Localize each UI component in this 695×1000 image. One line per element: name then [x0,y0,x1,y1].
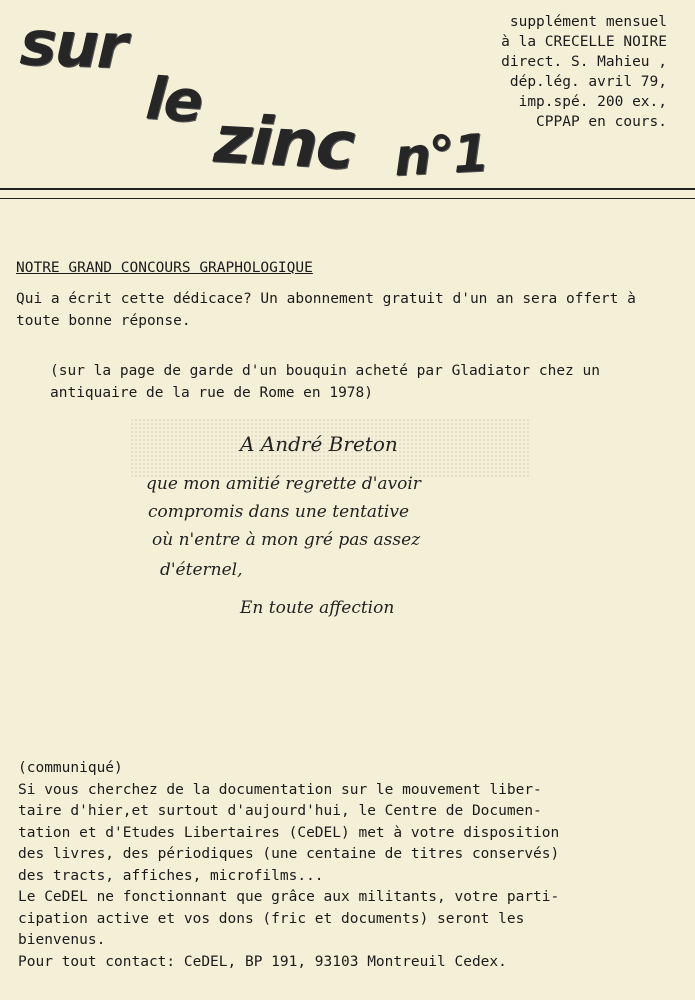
communique-line: taire d'hier,et surtout d'aujourd'hui, le Centre de Documen- [18,803,542,819]
zine-title [14,6,489,189]
dedication-line: En toute affection [240,598,395,618]
communique-block [18,758,686,973]
dedication-line: A André Breton [240,432,398,456]
masthead-info [501,12,667,132]
masthead-line: à la CRECELLE NOIRE [501,34,667,50]
masthead-line: supplément mensuel [509,14,667,30]
dedication-line: compromis dans une tentative [148,502,410,522]
communique-line: des tracts, affiches, microfilms... [18,867,324,884]
communique-line: Le CeDEL ne fonctionnant que grâce aux militants, votre parti- [18,889,560,905]
communique-line: (communiqué) [18,760,123,776]
masthead-line: CPPAP en cours. [536,114,667,130]
title-word-sur: sur [18,6,127,83]
dedication-line: d'éternel, [160,560,243,580]
header-divider [0,188,695,190]
communique-line: cipation active et vos dons (fric et documents) seront les [18,910,525,927]
communique-line: des livres, des périodiques (une centaine de titres conservés) [18,846,560,862]
dedication-line: où n'entre à mon gré pas assez [152,530,421,550]
communique-line: Pour tout contact: CeDEL, BP 191, 93103 Montreuil Cedex. [18,953,507,970]
issue-number: n°1 [392,123,489,189]
title-word-zinc: zinc [212,100,356,185]
handwritten-dedication [130,418,550,648]
dedication-line: que mon amitié regrette d'avoir [146,474,421,494]
masthead-line: dép.lég. avril 79, [509,74,667,90]
header-divider-thin [0,198,695,199]
title-word-le: le [143,64,204,136]
contest-text: Qui a écrit cette dédicace? Un abonnement gratuit d'un an sera offert à toute bonne réponse. [16,291,636,329]
contest-note: (sur la page de garde d'un bouquin acheté par Gladiator chez un antiquaire de la rue de Rome en 1978) [50,363,600,401]
communique-line: tation et d'Etudes Libertaires (CeDEL) met à votre disposition [18,824,560,841]
communique-line: Si vous cherchez de la documentation sur le mouvement liber- [18,781,542,798]
communique-line: bienvenus. [18,932,106,948]
masthead-line: imp.spé. 200 ex., [518,94,667,110]
contest-heading: NOTRE GRAND CONCOURS GRAPHOLOGIQUE [16,260,313,276]
masthead-line: direct. S. Mahieu , [501,54,667,70]
